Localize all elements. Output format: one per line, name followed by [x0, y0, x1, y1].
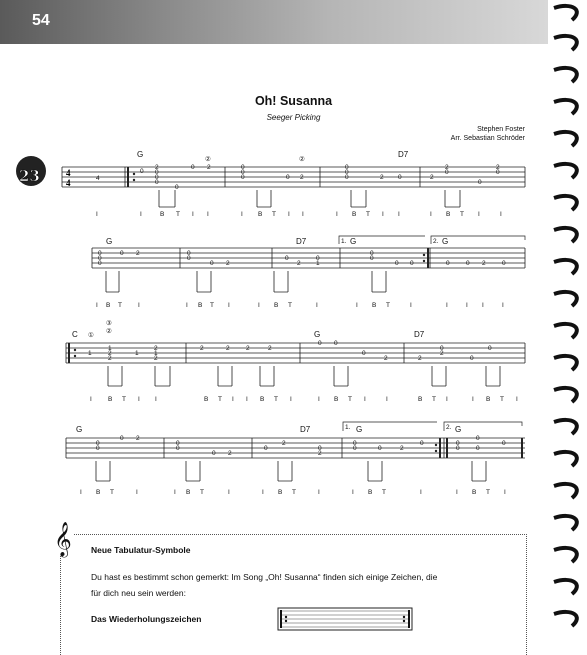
time-sig-bottom: 4: [66, 178, 71, 188]
string-marker: ②: [299, 156, 305, 163]
chord-label: G: [137, 150, 144, 159]
svg-text:0: 0: [456, 445, 460, 452]
svg-text:1: 1: [154, 350, 158, 357]
svg-text:0: 0: [120, 435, 124, 442]
chord-label: G: [76, 425, 83, 434]
chord-label: D7: [398, 150, 409, 159]
pick-label: T: [272, 211, 276, 218]
chord-label: G: [442, 237, 449, 246]
svg-text:0: 0: [345, 164, 349, 171]
pick-label: I: [472, 396, 474, 403]
treble-clef-icon: 𝄞: [54, 522, 72, 557]
pick-label: I: [502, 302, 504, 309]
pick-label: B: [108, 396, 113, 403]
pick-label: B: [96, 489, 101, 496]
composer-credit: Stephen Foster: [477, 126, 525, 133]
svg-text:0: 0: [488, 345, 492, 352]
pick-label: B: [186, 489, 191, 496]
svg-text:0: 0: [155, 169, 159, 176]
pick-label: I: [241, 211, 243, 218]
pick-label: I: [504, 489, 506, 496]
svg-text:0: 0: [264, 445, 268, 452]
chord-label: G: [356, 425, 363, 434]
pick-label: T: [218, 396, 222, 403]
svg-text:0: 0: [440, 345, 444, 352]
svg-text:2: 2: [136, 435, 140, 442]
repeat-sign-label: Das Wiederholungszeichen: [91, 614, 202, 624]
pick-label: B: [368, 489, 373, 496]
ending-marker: 2.: [433, 238, 439, 245]
svg-text:0: 0: [318, 445, 322, 452]
pick-label: T: [292, 489, 296, 496]
svg-text:0: 0: [286, 174, 290, 181]
svg-text:0: 0: [370, 250, 374, 257]
svg-text:0: 0: [370, 255, 374, 262]
pick-label: I: [174, 489, 176, 496]
pick-label: B: [446, 211, 451, 218]
svg-text:0: 0: [98, 260, 102, 267]
pick-label: I: [228, 302, 230, 309]
pick-label: I: [466, 302, 468, 309]
pick-label: I: [352, 489, 354, 496]
pick-label: I: [186, 302, 188, 309]
pick-label: I: [516, 396, 518, 403]
svg-text:0: 0: [98, 250, 102, 257]
pick-label: B: [160, 211, 165, 218]
svg-text:2: 2: [496, 164, 500, 171]
svg-text:0: 0: [176, 445, 180, 452]
svg-text:0: 0: [410, 260, 414, 267]
pick-label: I: [302, 211, 304, 218]
svg-text:2: 2: [154, 355, 158, 362]
pick-label: B: [274, 302, 279, 309]
pick-label: B: [486, 396, 491, 403]
svg-text:0: 0: [318, 340, 322, 347]
pick-label: B: [198, 302, 203, 309]
svg-text:2: 2: [155, 164, 159, 171]
svg-text:0: 0: [446, 260, 450, 267]
pick-label: T: [460, 211, 464, 218]
pick-label: B: [106, 302, 111, 309]
pick-label: T: [210, 302, 214, 309]
pick-label: I: [478, 211, 480, 218]
pick-label: I: [410, 302, 412, 309]
svg-text:0: 0: [155, 174, 159, 181]
svg-text:2: 2: [445, 164, 449, 171]
pick-label: T: [118, 302, 122, 309]
chord-label: G: [455, 425, 462, 434]
svg-text:2: 2: [226, 260, 230, 267]
info-box: [60, 534, 527, 655]
pick-label: I: [228, 489, 230, 496]
svg-text:2: 2: [226, 345, 230, 352]
svg-text:1: 1: [88, 350, 92, 357]
pick-label: T: [122, 396, 126, 403]
string-marker: ①: [88, 332, 94, 339]
pick-label: I: [430, 211, 432, 218]
svg-text:0: 0: [395, 260, 399, 267]
pick-label: I: [482, 302, 484, 309]
svg-text:0: 0: [316, 255, 320, 262]
svg-text:2: 2: [268, 345, 272, 352]
spiral-binding: [548, 0, 587, 648]
svg-text:0: 0: [353, 440, 357, 447]
pick-label: I: [96, 302, 98, 309]
pick-label: I: [90, 396, 92, 403]
pick-label: T: [348, 396, 352, 403]
pick-label: T: [386, 302, 390, 309]
svg-text:0: 0: [445, 169, 449, 176]
pick-label: B: [260, 396, 265, 403]
svg-text:2: 2: [440, 350, 444, 357]
svg-text:0: 0: [140, 168, 144, 175]
string-marker: ③: [106, 320, 112, 327]
svg-text:0: 0: [502, 440, 506, 447]
pick-label: I: [382, 211, 384, 218]
info-text: für dich neu sein werden:: [91, 588, 186, 598]
track-number: 23: [19, 167, 40, 185]
pick-label: B: [372, 302, 377, 309]
pick-label: I: [446, 302, 448, 309]
svg-text:2: 2: [108, 355, 112, 362]
svg-text:2: 2: [430, 174, 434, 181]
pick-label: T: [432, 396, 436, 403]
pick-label: I: [138, 302, 140, 309]
pick-label: I: [246, 396, 248, 403]
svg-text:0: 0: [241, 169, 245, 176]
pick-label: T: [366, 211, 370, 218]
ending-marker: 1.: [345, 424, 351, 431]
svg-text:2: 2: [136, 250, 140, 257]
svg-text:2: 2: [300, 174, 304, 181]
pick-label: T: [200, 489, 204, 496]
info-text: Du hast es bestimmt schon gemerkt: Im Song „Oh! Susanna“ finden sich einige Zeichen, die: [91, 572, 438, 582]
chord-label: G: [350, 237, 357, 246]
svg-text:2: 2: [384, 355, 388, 362]
svg-text:0: 0: [334, 340, 338, 347]
pick-label: I: [356, 302, 358, 309]
svg-text:0: 0: [496, 169, 500, 176]
svg-text:0: 0: [362, 350, 366, 357]
pick-label: T: [486, 489, 490, 496]
pick-label: I: [192, 211, 194, 218]
svg-text:0: 0: [476, 445, 480, 452]
time-sig-top: 4: [66, 168, 71, 178]
svg-text:2: 2: [482, 260, 486, 267]
svg-text:0: 0: [420, 440, 424, 447]
song-title: Oh! Susanna: [254, 94, 333, 108]
svg-text:0: 0: [502, 260, 506, 267]
pick-label: B: [334, 396, 339, 403]
svg-text:2: 2: [154, 345, 158, 352]
pick-label: I: [446, 396, 448, 403]
svg-text:2: 2: [282, 440, 286, 447]
svg-text:1: 1: [108, 345, 112, 352]
pick-label: B: [472, 489, 477, 496]
svg-text:0: 0: [241, 174, 245, 181]
svg-text:2: 2: [297, 260, 301, 267]
pick-label: B: [204, 396, 209, 403]
pick-label: B: [418, 396, 423, 403]
svg-text:0: 0: [456, 440, 460, 447]
svg-text:2: 2: [418, 355, 422, 362]
svg-text:0: 0: [378, 445, 382, 452]
svg-text:2: 2: [380, 174, 384, 181]
pick-label: I: [96, 211, 98, 218]
pick-label: I: [140, 211, 142, 218]
svg-text:0: 0: [212, 450, 216, 457]
chord-label: D7: [300, 425, 311, 434]
pick-label: I: [398, 211, 400, 218]
svg-text:0: 0: [187, 250, 191, 257]
pick-label: B: [258, 211, 263, 218]
chord-label: C: [72, 330, 78, 339]
svg-text:0: 0: [187, 255, 191, 262]
pick-label: I: [80, 489, 82, 496]
pick-label: T: [288, 302, 292, 309]
pick-label: T: [274, 396, 278, 403]
pick-label: I: [262, 489, 264, 496]
svg-text:0: 0: [96, 445, 100, 452]
chord-label: G: [314, 330, 321, 339]
pick-label: I: [232, 396, 234, 403]
svg-text:2: 2: [108, 350, 112, 357]
svg-text:1: 1: [135, 350, 139, 357]
pick-label: B: [352, 211, 357, 218]
pick-label: I: [155, 396, 157, 403]
arranger-credit: Arr. Sebastian Schröder: [450, 135, 525, 142]
page-number: 54: [32, 12, 50, 29]
pick-label: I: [316, 302, 318, 309]
svg-text:0: 0: [241, 164, 245, 171]
svg-text:2: 2: [228, 450, 232, 457]
svg-text:0: 0: [191, 164, 195, 171]
svg-text:2: 2: [400, 445, 404, 452]
pick-label: B: [278, 489, 283, 496]
pick-label: I: [318, 396, 320, 403]
pick-label: I: [138, 396, 140, 403]
svg-text:0: 0: [176, 440, 180, 447]
svg-text:2: 2: [200, 345, 204, 352]
chord-label: D7: [414, 330, 425, 339]
pick-label: T: [110, 489, 114, 496]
pick-label: I: [258, 302, 260, 309]
svg-text:0: 0: [470, 355, 474, 362]
svg-text:0: 0: [285, 255, 289, 262]
svg-text:0: 0: [155, 179, 159, 186]
svg-text:0: 0: [353, 445, 357, 452]
pick-label: I: [288, 211, 290, 218]
pick-label: I: [364, 396, 366, 403]
string-marker: ②: [106, 328, 112, 335]
svg-text:0: 0: [96, 440, 100, 447]
pick-label: I: [500, 211, 502, 218]
ending-marker: 2.: [446, 424, 452, 431]
pick-label: I: [456, 489, 458, 496]
svg-text:0: 0: [476, 435, 480, 442]
svg-text:0: 0: [345, 169, 349, 176]
svg-text:1: 1: [316, 260, 320, 267]
pick-label: I: [336, 211, 338, 218]
pick-label: I: [290, 396, 292, 403]
pick-label: I: [420, 489, 422, 496]
svg-text:2: 2: [246, 345, 250, 352]
svg-text:4: 4: [96, 175, 100, 182]
string-marker: ②: [205, 156, 211, 163]
pick-label: I: [136, 489, 138, 496]
svg-text:2: 2: [318, 450, 322, 457]
chord-label: D7: [296, 237, 307, 246]
ending-marker: 1.: [341, 238, 347, 245]
svg-text:0: 0: [120, 250, 124, 257]
info-heading: Neue Tabulatur-Symbole: [91, 545, 191, 555]
pick-label: I: [318, 489, 320, 496]
svg-text:0: 0: [466, 260, 470, 267]
svg-text:0: 0: [398, 174, 402, 181]
chord-label: G: [106, 237, 113, 246]
svg-text:0: 0: [210, 260, 214, 267]
repeat-sign-icon: [277, 607, 413, 631]
pick-label: T: [176, 211, 180, 218]
pick-label: T: [382, 489, 386, 496]
svg-text:0: 0: [478, 179, 482, 186]
svg-text:0: 0: [175, 184, 179, 191]
pick-label: I: [386, 396, 388, 403]
song-subtitle: Seeger Picking: [266, 113, 321, 122]
svg-text:0: 0: [98, 255, 102, 262]
pick-label: I: [207, 211, 209, 218]
svg-text:2: 2: [207, 164, 211, 171]
pick-label: T: [500, 396, 504, 403]
svg-text:0: 0: [345, 174, 349, 181]
